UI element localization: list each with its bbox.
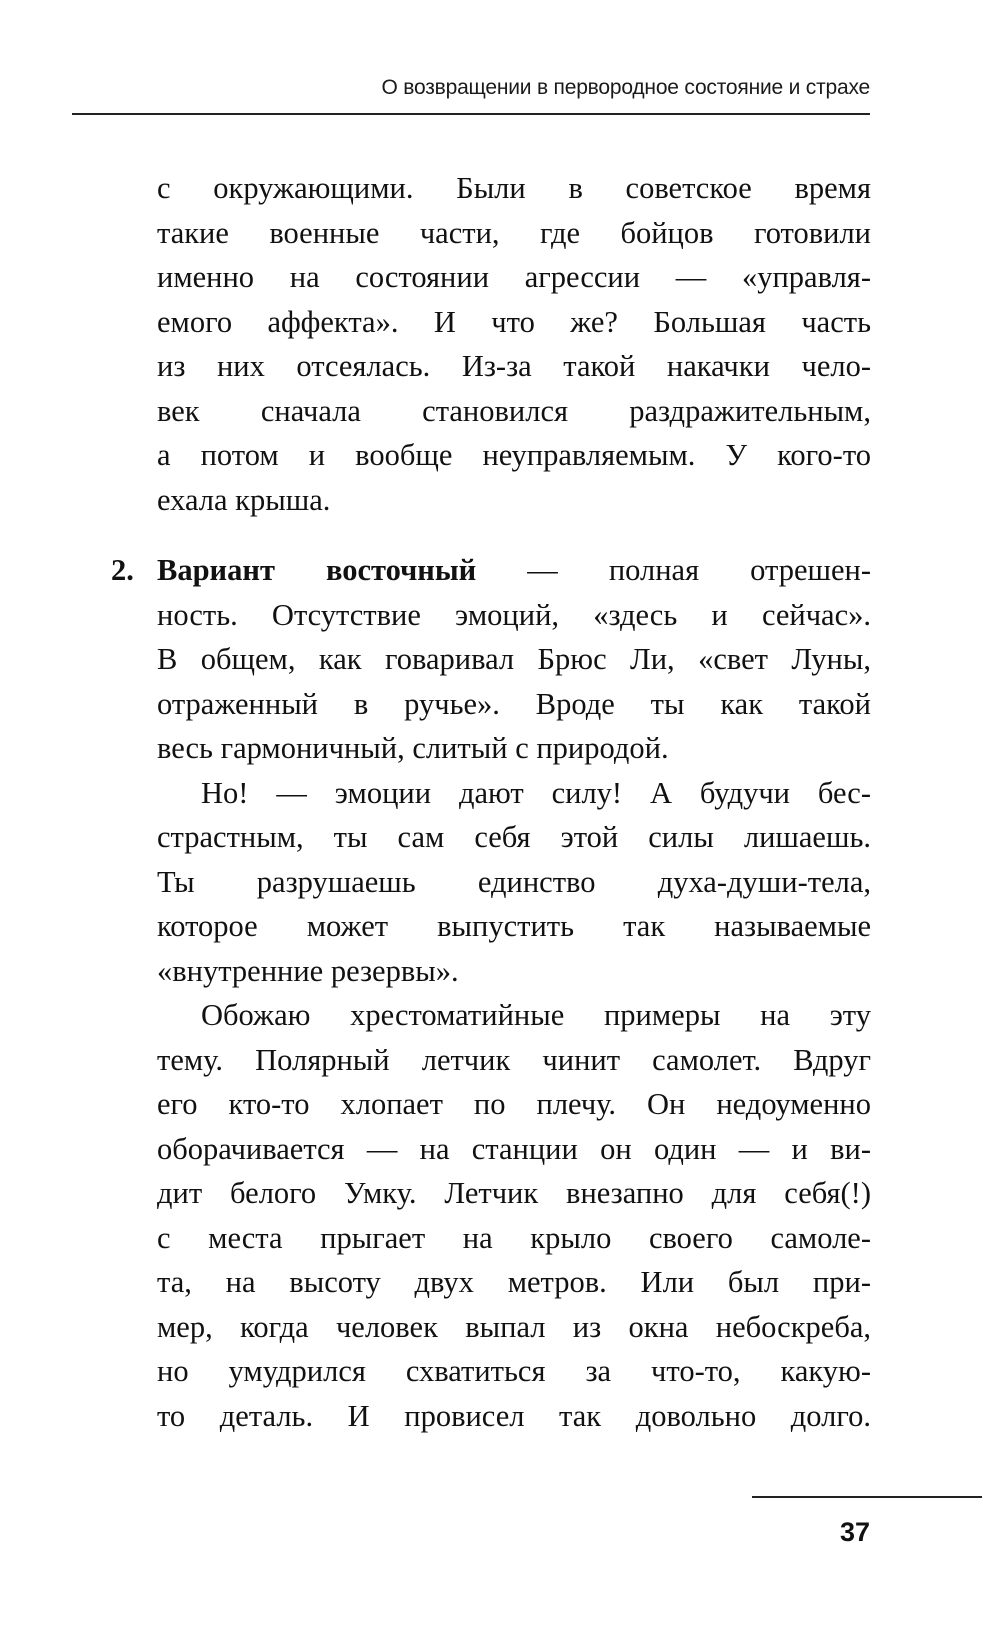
text-line: которое может выпустить так называемые [157,909,871,943]
text-line: такие военные части, где бойцов готовили [157,215,871,250]
paragraph-continuation [157,166,871,522]
page-body [111,166,871,1438]
text-line: но умудрился схватиться за что-то, какую- [157,1354,871,1388]
paragraph-examples [157,993,871,1438]
text-line: Ты разрушаешь единство духа-души-тела, [157,864,871,899]
text-line: Но! — эмоции дают силу! А будучи бес- [201,775,871,810]
text-line: с места прыгает на крыло своего самоле- [157,1220,871,1255]
text-line: с окружающими. Были в советское время [157,171,871,205]
text-line: то деталь. И провисел так довольно долго. [157,1398,871,1433]
text-line: из них отсеялась. Из-за такой накачки чело- [157,349,871,383]
text-line: та, на высоту двух метров. Или был при- [157,1265,871,1299]
text-line: а потом и вообще неуправляемым. У кого-то [157,438,871,472]
text-line: страстным, ты сам себя этой силы лишаешь. [157,820,871,854]
text-line: именно на состоянии агрессии — «управля- [157,260,871,294]
running-header: О возвращении в первородное состояние и страхе [381,76,870,99]
text-line: дит белого Умку. Летчик внезапно для себя(!) [157,1176,871,1210]
text-line: В общем, как говаривал Брюс Ли, «свет Луны, [157,642,871,676]
item-first-line [111,548,871,593]
text-line: «внутренние резервы». [157,953,459,988]
item-first-line-text: — полная отрешен- [476,553,871,587]
paragraph-emotions [157,771,871,994]
text-line: тему. Полярный летчик чинит самолет. Вдруг [157,1042,871,1077]
paragraph-gap [157,522,871,548]
footer-rule [752,1496,982,1498]
header-rule [72,113,870,115]
page-number: 37 [839,1517,870,1547]
text-line: ность. Отсутствие эмоций, «здесь и сейчас». [157,597,871,632]
text-line: весь гармоничный, слитый с природой. [157,731,669,765]
text-line: Обожаю хрестоматийные примеры на эту [201,998,871,1032]
item-number: 2. [111,553,134,587]
item-term: Вариант восточный [157,553,477,587]
numbered-item-2 [111,548,871,771]
text-line: ехала крыша. [157,482,331,517]
text-line: отраженный в ручье». Вроде ты как такой [157,686,871,721]
text-line: век сначала становился раздражительным, [157,393,871,428]
text-line: оборачивается — на станции он один — и ви- [157,1131,871,1166]
text-line: его кто-то хлопает по плечу. Он недоуменно [157,1087,871,1121]
text-line: емого аффекта». И что же? Большая часть [157,304,871,339]
text-line: мер, когда человек выпал из окна небоскреба, [157,1309,871,1344]
